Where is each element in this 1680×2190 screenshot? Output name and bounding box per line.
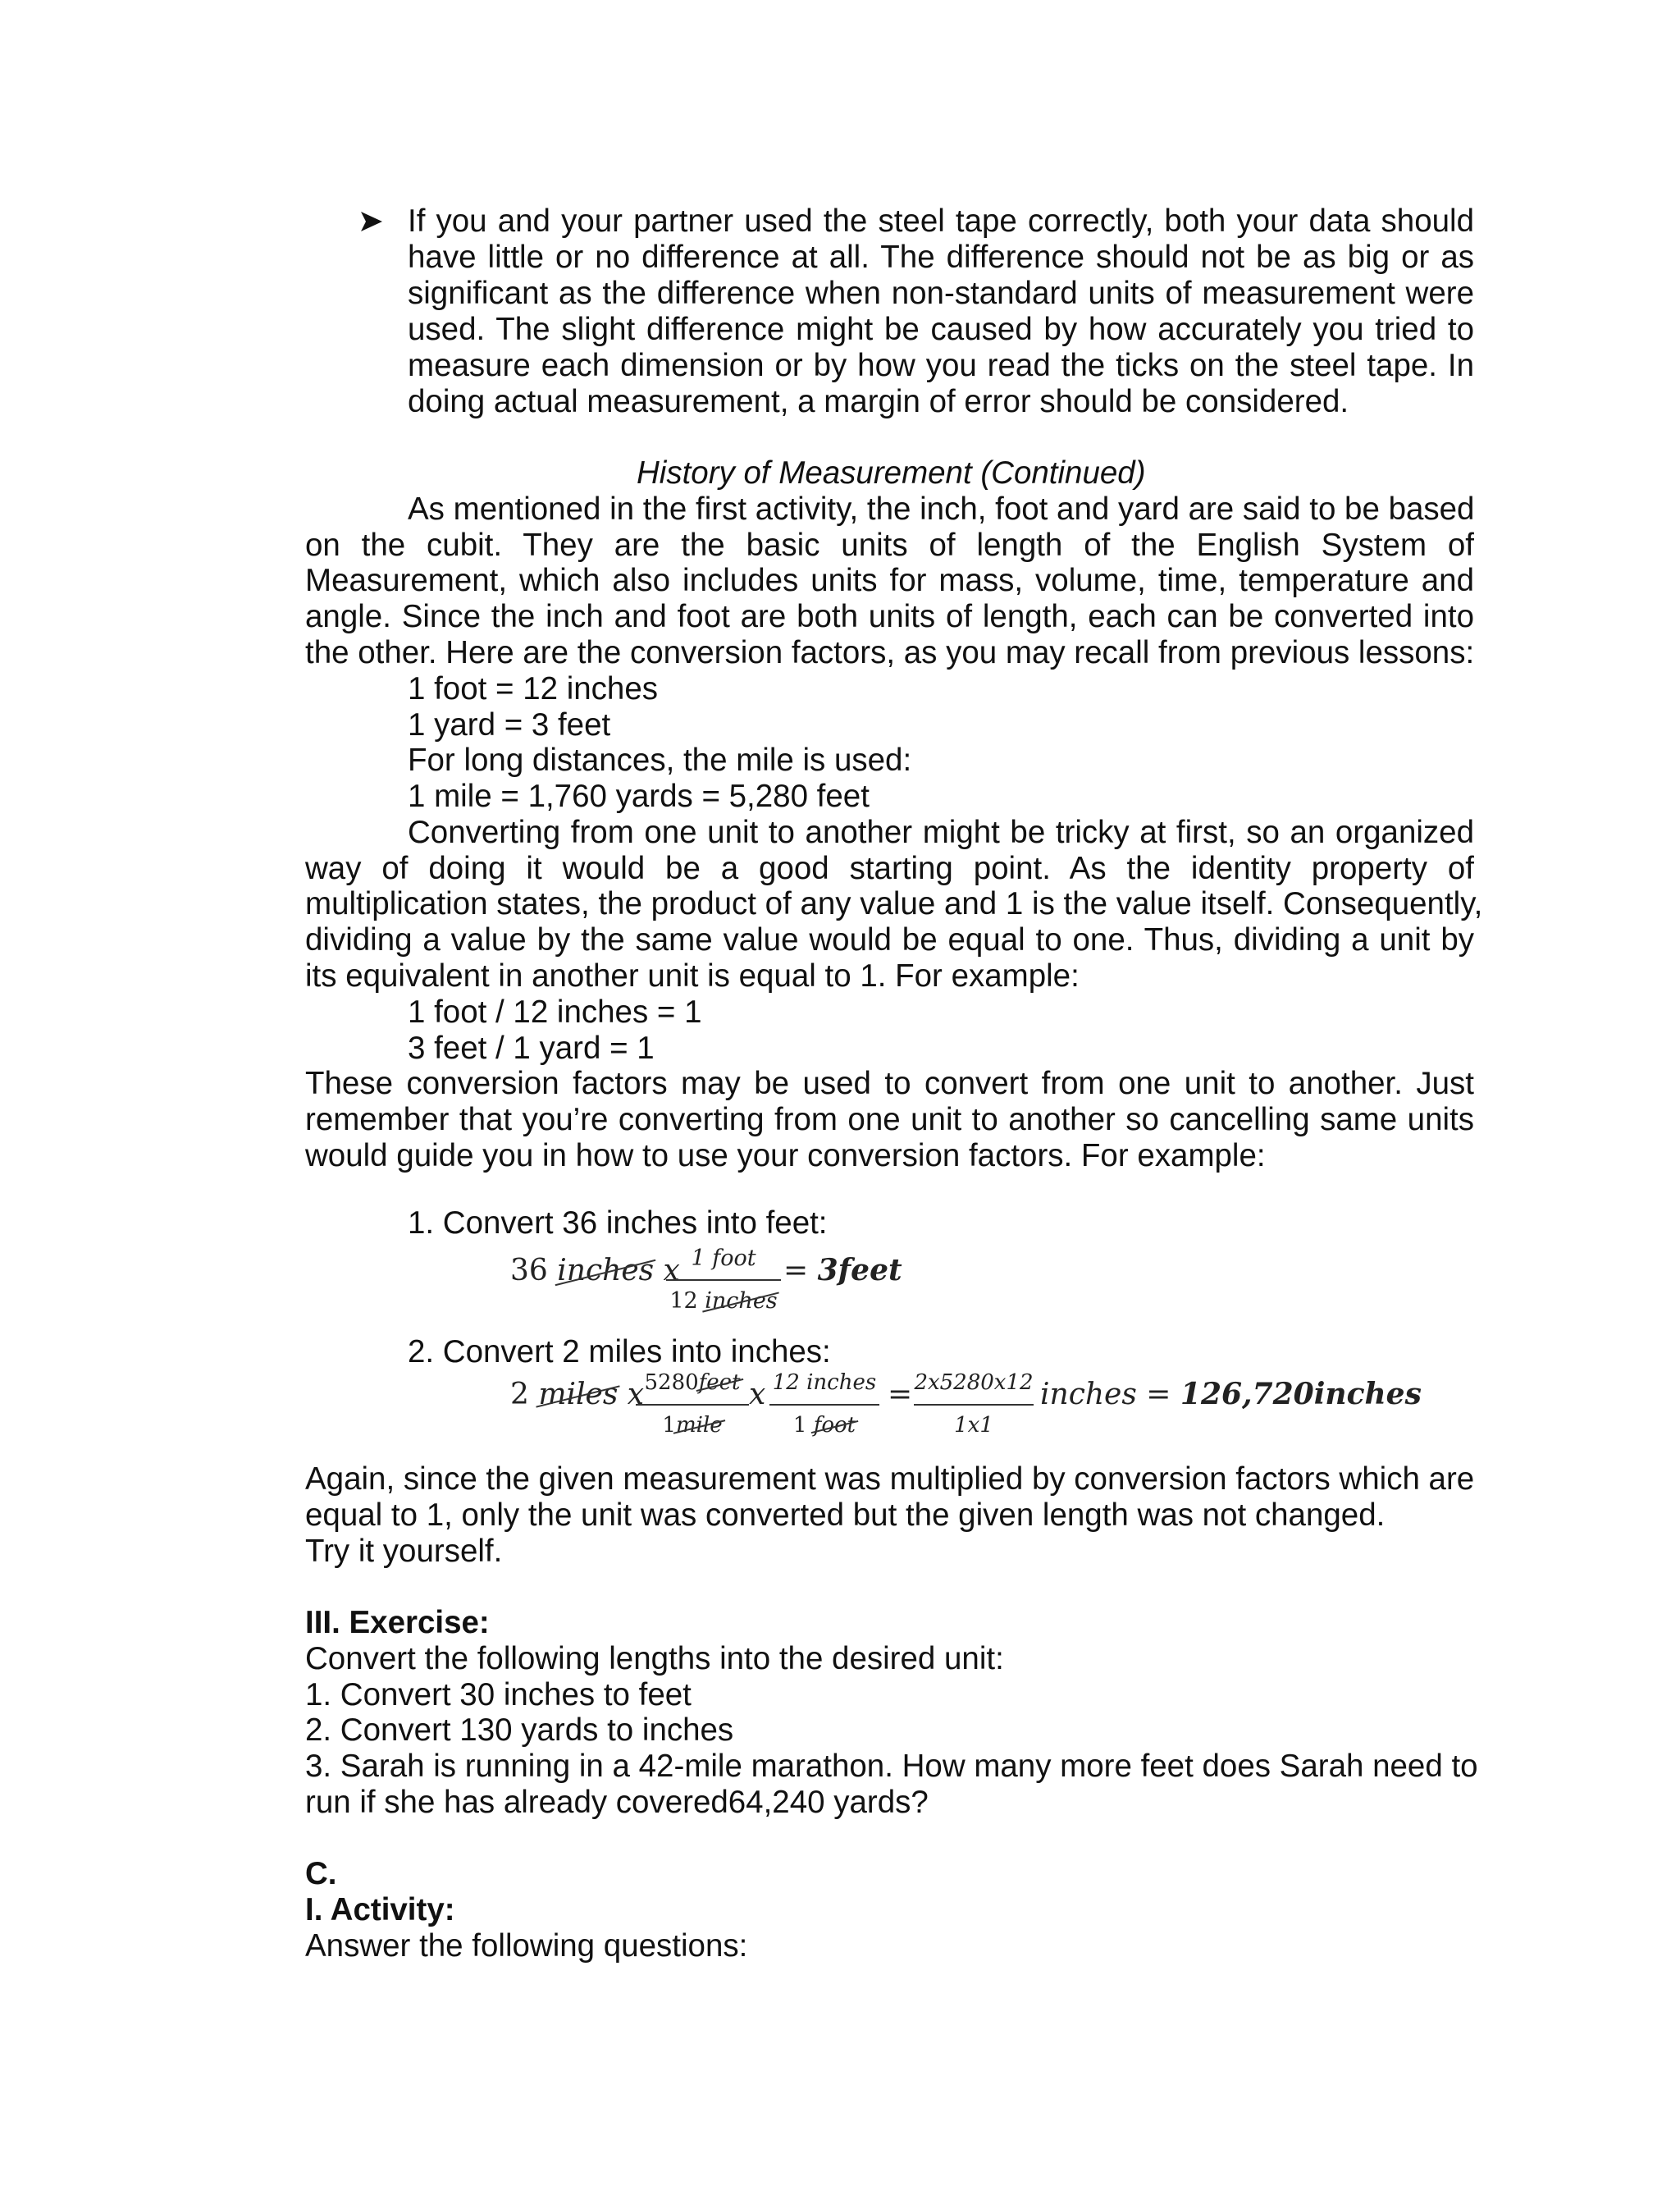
eq-number: 1 [792, 1412, 807, 1438]
paragraph-line: Again, since the given measurement was multiplied by conversion factors which are [305, 1461, 1475, 1497]
eq-number: 2 [510, 1378, 529, 1411]
fraction-denominator: 1x1 [954, 1412, 993, 1438]
paragraph-line: the other. Here are the conversion factors, as you may recall from previous lessons: [305, 635, 1475, 670]
paragraph-line: would guide you in how to use your conversion factors. For example: [305, 1138, 1266, 1173]
cancelled-unit: feet [699, 1365, 741, 1401]
fraction-numerator: 2x5280x12 [914, 1370, 1034, 1395]
paragraph-line: its equivalent in another unit is equal to 1. For example: [305, 958, 1080, 994]
paragraph-line: equal to 1, only the unit was converted but the given length was not changed. [305, 1497, 1386, 1533]
conversion-fraction [663, 1241, 781, 1319]
fraction-bar [636, 1404, 749, 1406]
activity-heading: I. Activity: [305, 1892, 455, 1927]
section-heading: History of Measurement (Continued) [637, 455, 1146, 491]
equals-sign: = [1146, 1378, 1171, 1411]
conversion-fraction [769, 1365, 879, 1443]
conversion-fraction [636, 1365, 749, 1443]
example-2-label: 2. Convert 2 miles into inches: [408, 1334, 831, 1369]
unit-label: inches [1040, 1378, 1137, 1411]
eq-number: 12 [669, 1287, 698, 1314]
times-sign: x [663, 1254, 680, 1287]
exercise-item-1: 1. Convert 30 inches to feet [305, 1677, 692, 1712]
paragraph-line: As mentioned in the first activity, the inch, foot and yard are said to be based [408, 491, 1475, 527]
fraction-numerator: 12 inches [772, 1370, 877, 1395]
arrow-bullet-icon [358, 207, 387, 236]
exercise-intro: Convert the following lengths into the desired unit: [305, 1641, 1004, 1676]
long-distance-note: For long distances, the mile is used: [408, 743, 912, 778]
cancelled-unit: inches [557, 1254, 655, 1287]
activity-intro: Answer the following questions: [305, 1928, 748, 1964]
cancelled-unit: inches [705, 1283, 777, 1319]
times-sign: x [749, 1378, 766, 1411]
paragraph-line: on the cubit. They are the basic units of length of the English System of [305, 528, 1474, 563]
section-c-heading: C. [305, 1856, 337, 1891]
paragraph-line: dividing a value by the same value would be equal to one. Thus, dividing a unit by [305, 922, 1474, 958]
paragraph-line: Measurement, which also includes units for mass, volume, time, temperature and [305, 563, 1474, 598]
result-value: 3feet [817, 1253, 902, 1287]
fraction-numerator: 1 foot [691, 1246, 756, 1271]
fraction-numerator [636, 1365, 749, 1401]
fraction-denominator [636, 1408, 749, 1444]
paragraph-line: Converting from one unit to another might be tricky at first, so an organized [408, 815, 1474, 850]
fraction-denominator [666, 1283, 781, 1319]
bullet-line: measure each dimension or by how you read the ticks on the steel tape. In [408, 348, 1474, 383]
bullet-line: significant as the difference when non-standard units of measurement were [408, 276, 1474, 311]
cancelled-unit: miles [538, 1378, 619, 1411]
bullet-line: have little or no difference at all. The difference should not be as big or as [408, 240, 1474, 275]
paragraph-line: angle. Since the inch and foot are both units of length, each can be converted into [305, 599, 1474, 634]
exercise-item-3: 3. Sarah is running in a 42-mile marathon. How many more feet does Sarah need to [305, 1749, 1478, 1784]
try-it-text: Try it yourself. [305, 1534, 503, 1569]
equals-sign: = [888, 1378, 913, 1411]
bullet-line: If you and your partner used the steel tape correctly, both your data should [408, 203, 1474, 239]
fraction-bar [914, 1404, 1034, 1406]
exercise-heading: III. Exercise: [305, 1605, 490, 1640]
example-1-label: 1. Convert 36 inches into feet: [408, 1205, 828, 1241]
eq-number: 5280 [644, 1370, 699, 1395]
cancelled-unit: foot [814, 1408, 856, 1444]
conversion-yard: 1 yard = 3 feet [408, 707, 611, 743]
eq-number: 1 [662, 1412, 676, 1438]
paragraph-line: remember that you’re converting from one unit to another so cancelling same units [305, 1102, 1474, 1137]
cancelled-unit: mile [676, 1408, 723, 1444]
exercise-item-2: 2. Convert 130 yards to inches [305, 1712, 734, 1748]
paragraph-line: multiplication states, the product of any value and 1 is the value itself. Consequently, [305, 886, 1483, 921]
conversion-mile: 1 mile = 1,760 yards = 5,280 feet [408, 779, 870, 814]
bullet-line: doing actual measurement, a margin of error should be considered. [408, 384, 1349, 419]
times-sign: x [627, 1378, 645, 1411]
fraction-denominator [769, 1408, 879, 1444]
ratio-foot-inches: 1 foot / 12 inches = 1 [408, 994, 702, 1030]
fraction-bar [769, 1404, 879, 1406]
ratio-feet-yard: 3 feet / 1 yard = 1 [408, 1031, 655, 1066]
exercise-item-3-cont: run if she has already covered64,240 yards? [305, 1785, 929, 1820]
fraction-bar [666, 1279, 781, 1281]
eq-number: 36 [510, 1254, 548, 1287]
result-value: 126,720inches [1180, 1377, 1422, 1411]
conversion-foot: 1 foot = 12 inches [408, 671, 659, 706]
conversion-fraction [914, 1365, 1034, 1443]
paragraph-line: These conversion factors may be used to convert from one unit to another. Just [305, 1066, 1474, 1101]
equals-sign: = [783, 1254, 809, 1287]
bullet-line: used. The slight difference might be caused by how accurately you tried to [408, 312, 1474, 347]
paragraph-line: way of doing it would be a good starting point. As the identity property of [305, 851, 1474, 886]
